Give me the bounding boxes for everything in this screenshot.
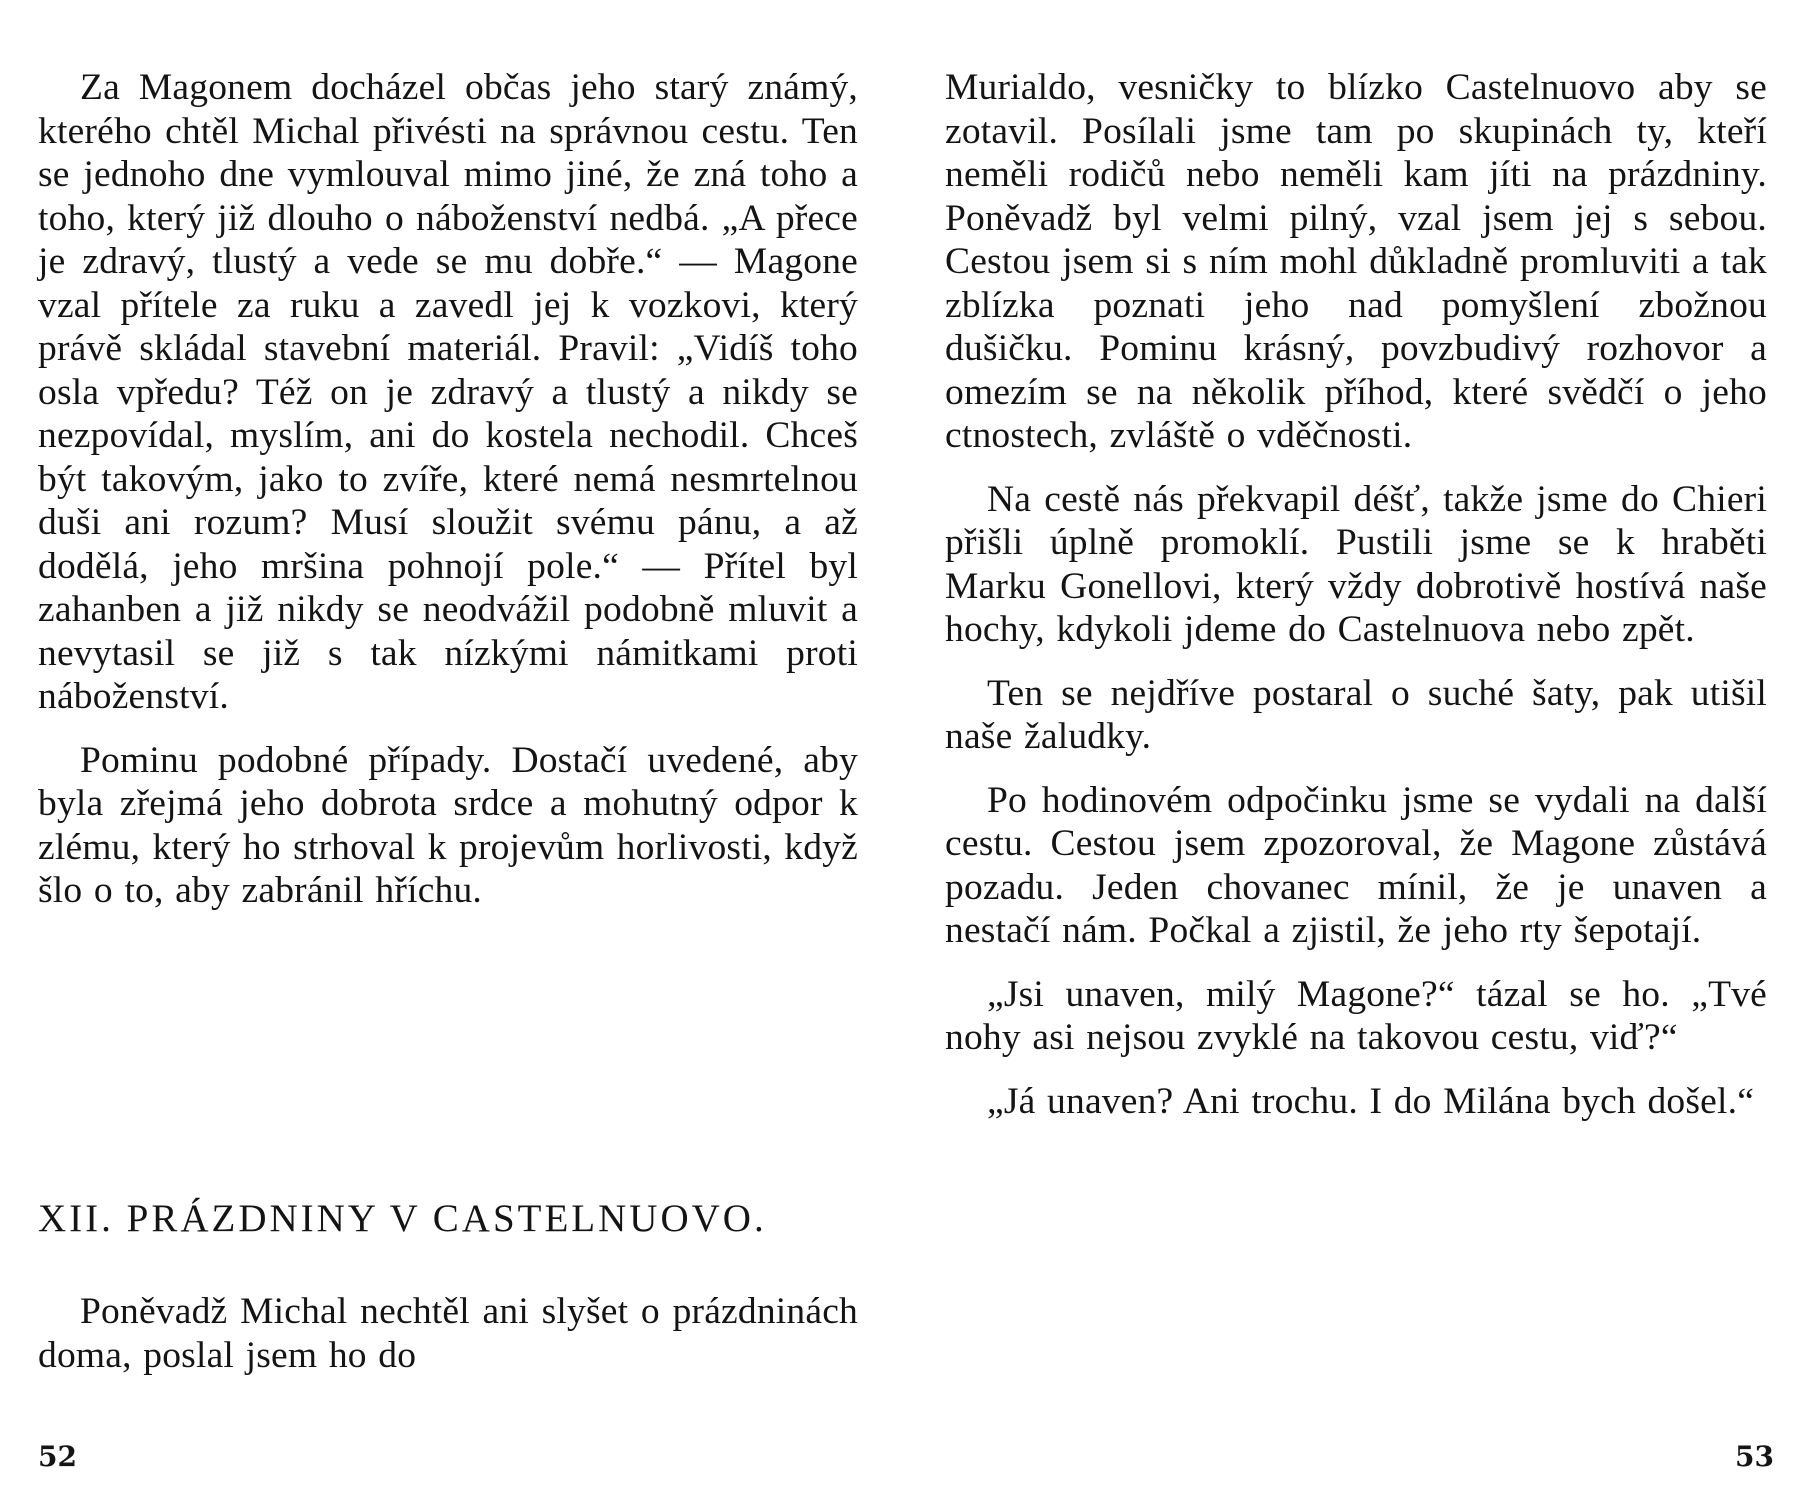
left-paragraph-1: Za Magonem docházel občas jeho starý známý, kterého chtěl Michal přivésti na správnou cestu. Ten se jednoho dne vymlouval mimo jiné, že zná toho a toho, který již dlouho o náboženství nedbá. „A přece je zdravý, tlustý a vede se mu dobře.“ — Magone vzal přítele za ruku a zavedl jej k vozkovi, který právě skládal stavební materiál. Pravil: „Vidíš toho osla vpředu? Též on je zdravý a tlustý a nikdy se nezpovídal, myslím, ani do kostela nechodil. Chceš být takovým, jako to zvíře, které nemá nesmrtelnou duši ani rozum? Musí sloužit svému pánu, a až dodělá, jeho mršina pohnojí pole.“ — Přítel byl zahanben a již nikdy se neodvážil podobně mluvit a nevytasil se již s tak nízkými námitkami proti náboženství.	[38, 67, 858, 717]
page-number-left: 52	[38, 1440, 77, 1473]
left-paragraph-2: Pominu podobné případy. Dostačí uvedené, aby byla zřejmá jeho dobrota srdce a mohutný odpor k zlému, který ho strhoval k projevům horlivosti, když šlo o to, aby zabránil hříchu.	[38, 739, 858, 911]
right-paragraph-5: „Jsi unaven, milý Magone?“ tázal se ho. „Tvé nohy asi nejsou zvyklé na takovou cestu, viď?“	[945, 973, 1767, 1058]
right-paragraph-3: Ten se nejdříve postaral o suché šaty, pak utišil naše žaludky.	[945, 672, 1767, 757]
chapter-opening	[38, 1290, 858, 1397]
right-paragraph-2: Na cestě nás překvapil déšť, takže jsme do Chieri přišli úplně promoklí. Pustili jsme se k hraběti Marku Gonellovi, který vždy dobrotivě hostívá naše hochy, kdykoli jdeme do Castelnuova nebo zpět.	[945, 478, 1767, 650]
right-paragraph-4: Po hodinovém odpočinku jsme se vydali na další cestu. Cestou jsem zpozoroval, že Magone zůstává pozadu. Jeden chovanec mínil, že je unaven a nestačí nám. Počkal a zjistil, že jeho rty šepotají.	[945, 779, 1767, 951]
right-page-body	[945, 66, 1767, 1143]
right-paragraph-6: „Já unaven? Ani trochu. I do Milána bych došel.“	[987, 1080, 1755, 1122]
chapter-opening-paragraph: Poněvadž Michal nechtěl ani slyšet o prázdninách doma, poslal jsem ho do	[38, 1291, 858, 1376]
chapter-title: XII. PRÁZDNINY V CASTELNUOVO.	[38, 1197, 767, 1240]
left-page-body	[38, 66, 858, 933]
right-paragraph-1: Murialdo, vesničky to blízko Castelnuovo aby se zotavil. Posílali jsme tam po skupinách ty, kteří neměli rodičů nebo neměli kam jíti na prázdniny. Poněvadž byl velmi pilný, vzal jsem jej s sebou. Cestou jsem si s ním mohl důkladně promluviti a tak zblízka poznati jeho nad pomyšlení zbožnou dušičku. Pominu krásný, povzbudivý rozhovor a omezím se na několik příhod, které svědčí o jeho ctnostech, zvláště o vděčnosti.	[945, 67, 1767, 456]
page-number-right: 53	[1735, 1440, 1774, 1473]
